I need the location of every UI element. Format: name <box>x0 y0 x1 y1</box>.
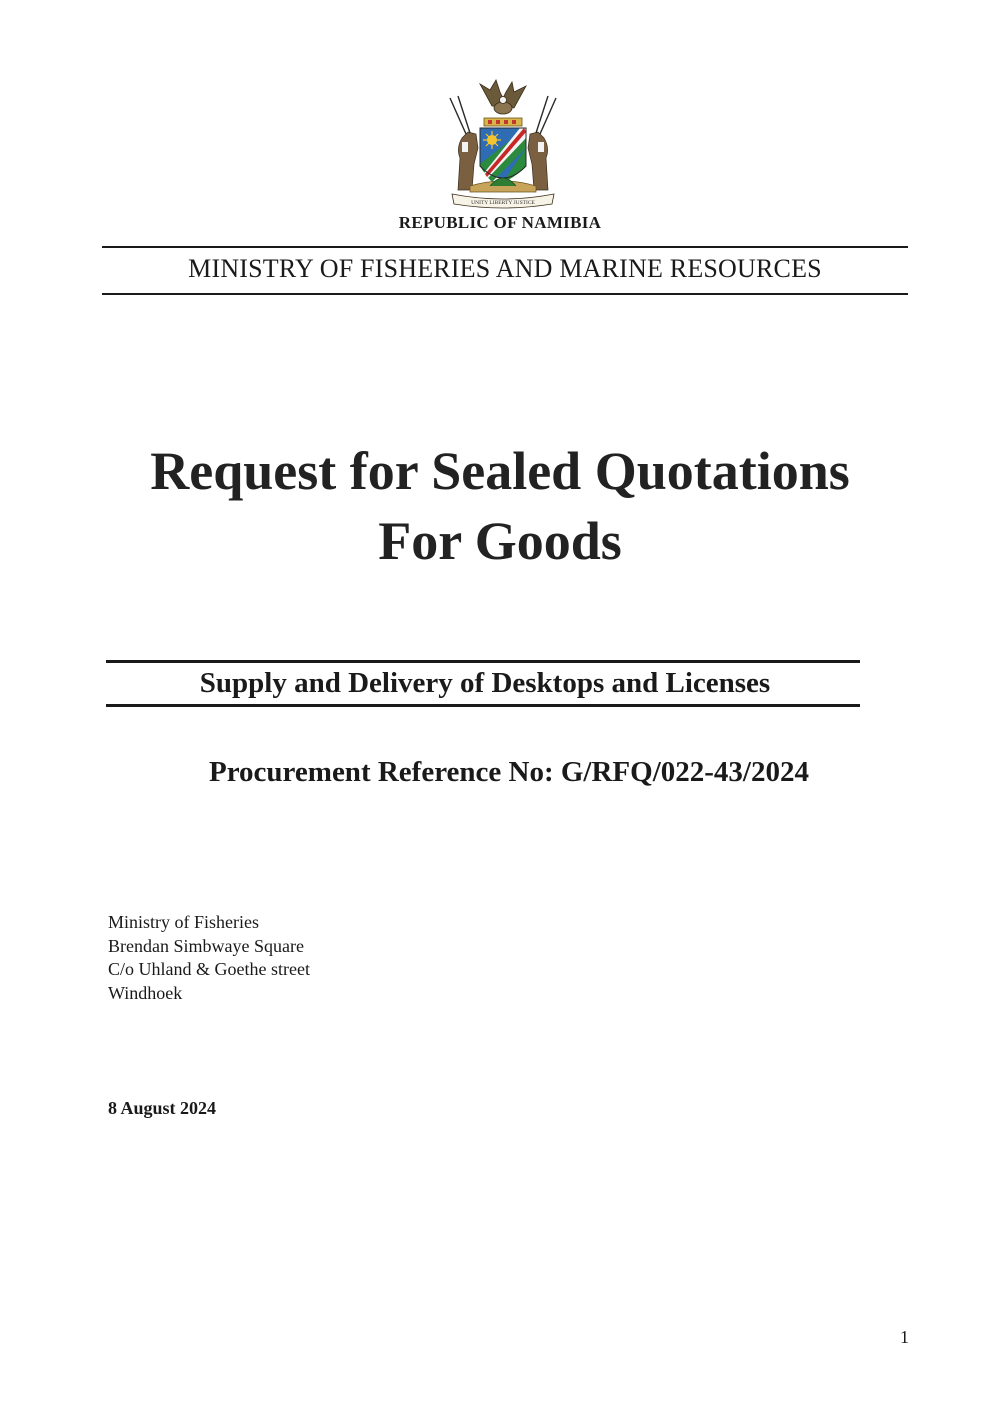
subject-bottom-rule <box>106 704 860 707</box>
document-title <box>0 436 1000 576</box>
title-line-2: For Goods <box>378 511 622 571</box>
motto-text: UNITY LIBERTY JUSTICE <box>471 200 535 206</box>
address-line: C/o Uhland & Goethe street <box>108 959 310 979</box>
page-number: 1 <box>900 1327 909 1347</box>
country-name: REPUBLIC OF NAMIBIA <box>398 213 602 232</box>
title-line-1: Request for Sealed Quotations <box>150 441 850 501</box>
subject-top-rule <box>106 660 860 663</box>
coat-of-arms-icon <box>440 78 566 218</box>
header-bottom-rule <box>102 293 908 295</box>
header-top-rule <box>102 246 908 248</box>
address-line: Brendan Simbwaye Square <box>108 935 304 956</box>
address-line: Windhoek <box>108 982 183 1003</box>
subject-heading: Supply and Delivery of Desktops and Licenses <box>199 667 771 699</box>
ministry-name: MINISTRY OF FISHERIES AND MARINE RESOURCES <box>188 254 822 283</box>
document-date: 8 August 2024 <box>108 1098 217 1118</box>
address-line: Ministry of Fisheries <box>108 912 259 932</box>
address-block <box>108 911 310 1005</box>
procurement-reference: Procurement Reference No: G/RFQ/022-43/2024 <box>209 756 809 788</box>
